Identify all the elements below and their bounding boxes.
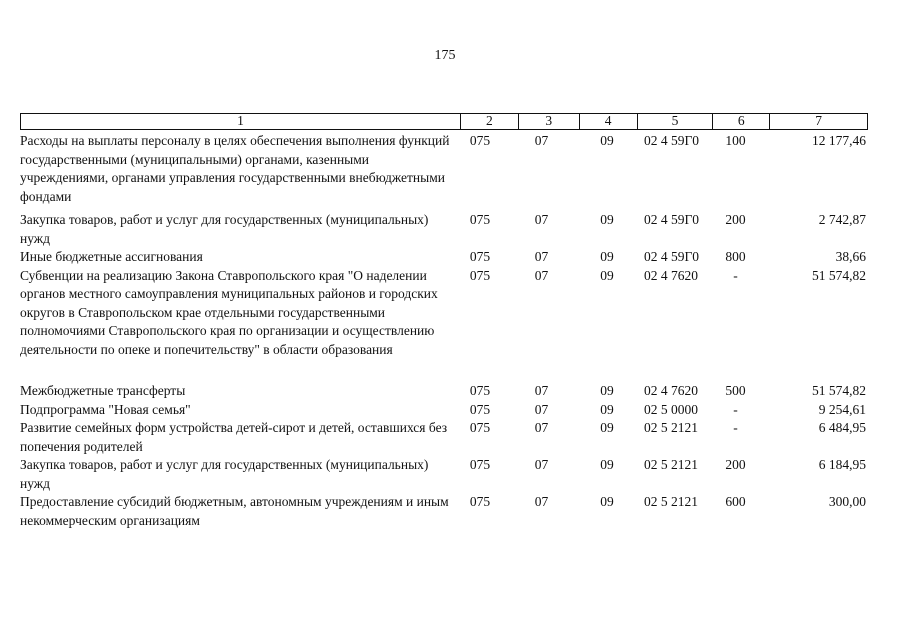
table-row <box>20 248 868 267</box>
table-row <box>20 419 868 456</box>
header-col-2: 2 <box>461 114 519 129</box>
row-col-7: 12 177,46 <box>812 133 866 148</box>
row-name: Расходы на выплаты персоналу в целях обеспечения выполнения функций государственными (муниципальными) органами, казенными учреждениями, органами управления государственными внебюджетными фондами <box>20 133 450 204</box>
header-col-5: 5 <box>638 114 714 129</box>
table-row <box>20 493 868 530</box>
table-header <box>20 113 868 130</box>
table-row <box>20 132 868 206</box>
row-col-7: 38,66 <box>835 249 866 264</box>
row-col-4: 09 <box>600 133 614 148</box>
row-col-4: 09 <box>600 494 614 509</box>
row-col-7: 51 574,82 <box>812 267 866 283</box>
row-col-3: 07 <box>534 420 549 435</box>
row-col-4: 09 <box>600 383 614 398</box>
row-col-4: 09 <box>600 249 614 264</box>
row-col-6: 500 <box>725 383 746 398</box>
row-col-3: 07 <box>534 401 549 417</box>
table-row <box>20 401 868 420</box>
row-col-2: 075 <box>469 383 491 398</box>
row-col-6: - <box>733 420 738 435</box>
page-number: 175 <box>434 48 456 63</box>
row-col-7: 6 484,95 <box>818 420 866 435</box>
row-col-5: 02 5 2121 <box>644 457 698 472</box>
row-col-2: 075 <box>469 249 491 264</box>
row-name: Субвенции на реализацию Закона Ставропольского края "О наделении органов местного самоуправления муниципальных районов и городских округов в Ставропольском крае отдельными государственными полномочиями Ставропольского края по организации и осуществлению деятельности по опеке и попечительству" в области образования <box>20 267 438 357</box>
row-col-6: 600 <box>725 494 746 509</box>
row-col-5: 02 4 59Г0 <box>644 249 700 264</box>
row-col-2: 075 <box>469 401 491 417</box>
row-col-3: 07 <box>534 267 549 283</box>
row-col-3: 07 <box>534 457 549 472</box>
table-body <box>20 132 868 530</box>
row-col-2: 075 <box>469 212 491 227</box>
header-col-4: 4 <box>580 114 638 129</box>
row-col-4: 09 <box>600 267 614 283</box>
row-col-3: 07 <box>534 212 549 227</box>
row-col-2: 075 <box>469 133 491 148</box>
row-name: Закупка товаров, работ и услуг для государственных (муниципальных) нужд <box>20 457 429 491</box>
row-col-6: - <box>733 401 738 417</box>
table-row <box>20 211 868 248</box>
row-col-6: 200 <box>725 212 746 227</box>
row-col-7: 9 254,61 <box>818 401 866 417</box>
header-col-6: 6 <box>713 114 770 129</box>
row-col-4: 09 <box>600 212 614 227</box>
row-name: Предоставление субсидий бюджетным, автономным учреждениям и иным некоммерческим организациям <box>20 494 449 528</box>
row-col-4: 09 <box>600 401 614 417</box>
row-col-6: - <box>733 267 738 283</box>
row-col-5: 02 4 7620 <box>644 267 698 283</box>
row-name: Закупка товаров, работ и услуг для государственных (муниципальных) нужд <box>20 212 429 246</box>
header-col-7: 7 <box>815 113 822 128</box>
row-col-2: 075 <box>469 457 491 472</box>
row-col-3: 07 <box>534 494 549 509</box>
header-col-3: 3 <box>519 114 580 129</box>
row-col-7: 6 184,95 <box>818 457 866 472</box>
row-col-6: 800 <box>725 249 746 264</box>
table-row <box>20 267 868 360</box>
row-col-2: 075 <box>469 267 491 283</box>
row-name: Подпрограмма "Новая семья" <box>20 401 191 417</box>
row-col-7: 51 574,82 <box>812 383 866 398</box>
row-name: Межбюджетные трансферты <box>20 383 186 398</box>
table-row <box>20 456 868 493</box>
row-col-4: 09 <box>600 420 614 435</box>
row-col-6: 100 <box>725 133 746 148</box>
row-col-6: 200 <box>725 457 746 472</box>
row-col-5: 02 4 7620 <box>644 383 698 398</box>
row-col-5: 02 4 59Г0 <box>644 212 700 227</box>
row-col-3: 07 <box>534 133 549 148</box>
row-name: Иные бюджетные ассигнования <box>20 249 203 264</box>
table-row <box>20 382 868 401</box>
row-col-5: 02 5 0000 <box>644 401 698 417</box>
row-col-5: 02 4 59Г0 <box>644 133 700 148</box>
row-col-7: 300,00 <box>828 494 866 509</box>
row-col-4: 09 <box>600 457 614 472</box>
row-col-3: 07 <box>534 383 549 398</box>
header-col-1: 1 <box>21 114 461 129</box>
row-col-5: 02 5 2121 <box>644 494 698 509</box>
row-col-3: 07 <box>534 249 549 264</box>
row-col-2: 075 <box>469 494 491 509</box>
row-col-5: 02 5 2121 <box>644 420 698 435</box>
row-col-2: 075 <box>469 420 491 435</box>
row-name: Развитие семейных форм устройства детей-сирот и детей, оставшихся без попечения родителей <box>20 420 448 454</box>
row-col-7: 2 742,87 <box>818 212 866 227</box>
